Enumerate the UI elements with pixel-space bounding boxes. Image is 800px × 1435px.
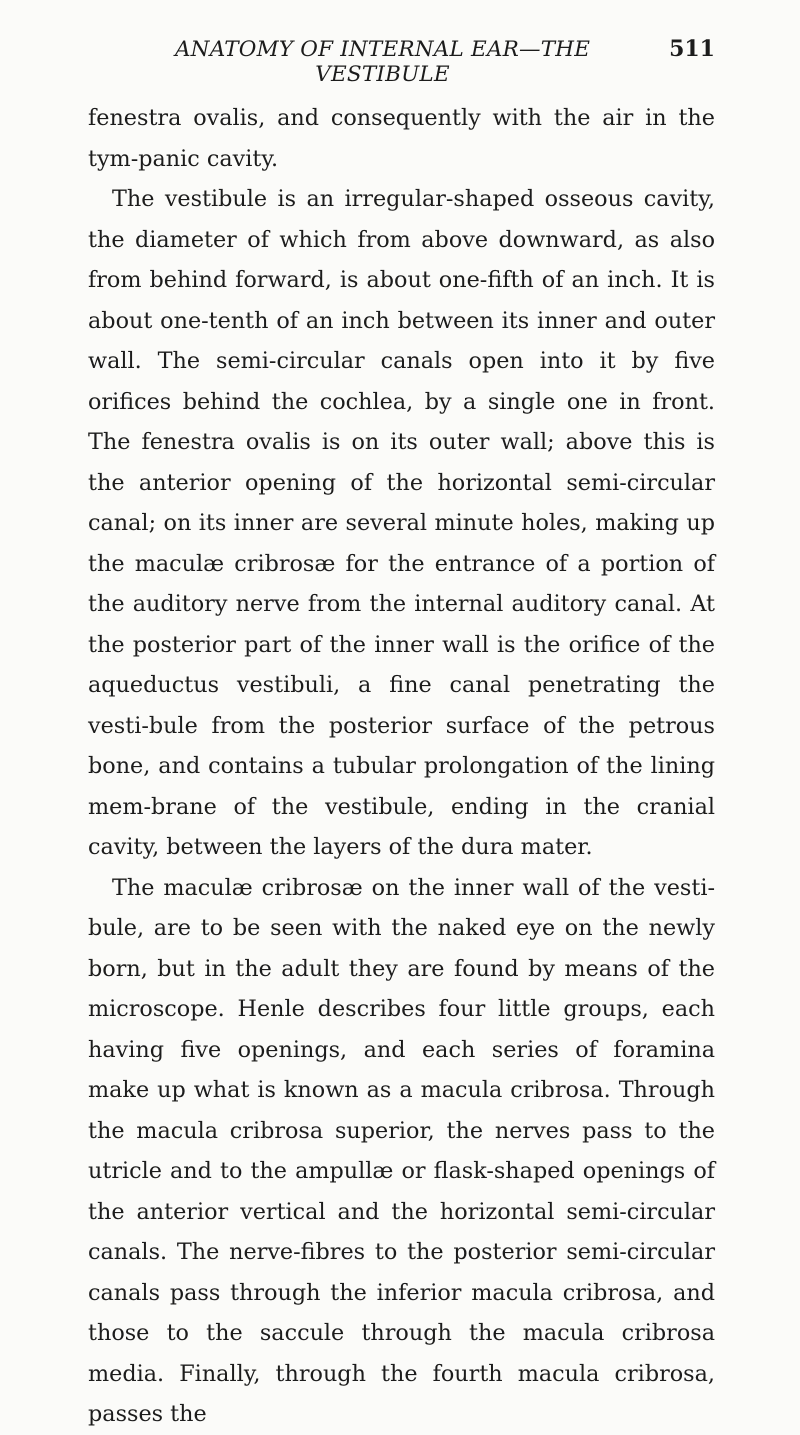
paragraph-maculae-cribrosae: The maculæ cribrosæ on the inner wall of the vesti-bule, are to be seen with the naked eye on the newly born, but in the adult they are found by means of the microscope. Henle describes four little groups, each having five openings, and each series of foramina make up what is known as a macula cribrosa. Through the macula cribrosa superior, the nerves pass to the utricle and to the ampullæ or flask-shaped openings of the anterior vertical and the horizontal semi-circular canals. The nerve-fibres to the posterior semi-circular canals pass through the inferior macula cribrosa, and those to the saccule through the macula cribrosa media. Finally, through the fourth macula cribrosa, passes the [88,874,715,1427]
page-number: 511 [669,36,715,62]
body-text [88,98,715,1435]
paragraph-continuation: fenestra ovalis, and consequently with the air in the tym-panic cavity. [88,105,715,172]
running-title: ANATOMY OF INTERNAL EAR—THE VESTIBULE [174,37,591,87]
running-head [88,36,715,87]
paragraph-vestibule-description: The vestibule is an irregular-shaped osseous cavity, the diameter of which from above downward, as also from behind forward, is about one-fifth of an inch. It is about one-tenth of an inch between its inner and outer wall. The semi-circular canals open into it by five orifices behind the cochlea, by a single one in front. The fenestra ovalis is on its outer wall; above this is the anterior opening of the horizontal semi-circular canal; on its inner are several minute holes, making up the maculæ cribrosæ for the entrance of a portion of the auditory nerve from the internal auditory canal. At the posterior part of the inner wall is the orifice of the aqueductus vestibuli, a fine canal penetrating the vesti-bule from the posterior surface of the petrous bone, and contains a tubular prolongation of the lining mem-brane of the vestibule, ending in the cranial cavity, between the layers of the dura mater. [88,186,715,860]
